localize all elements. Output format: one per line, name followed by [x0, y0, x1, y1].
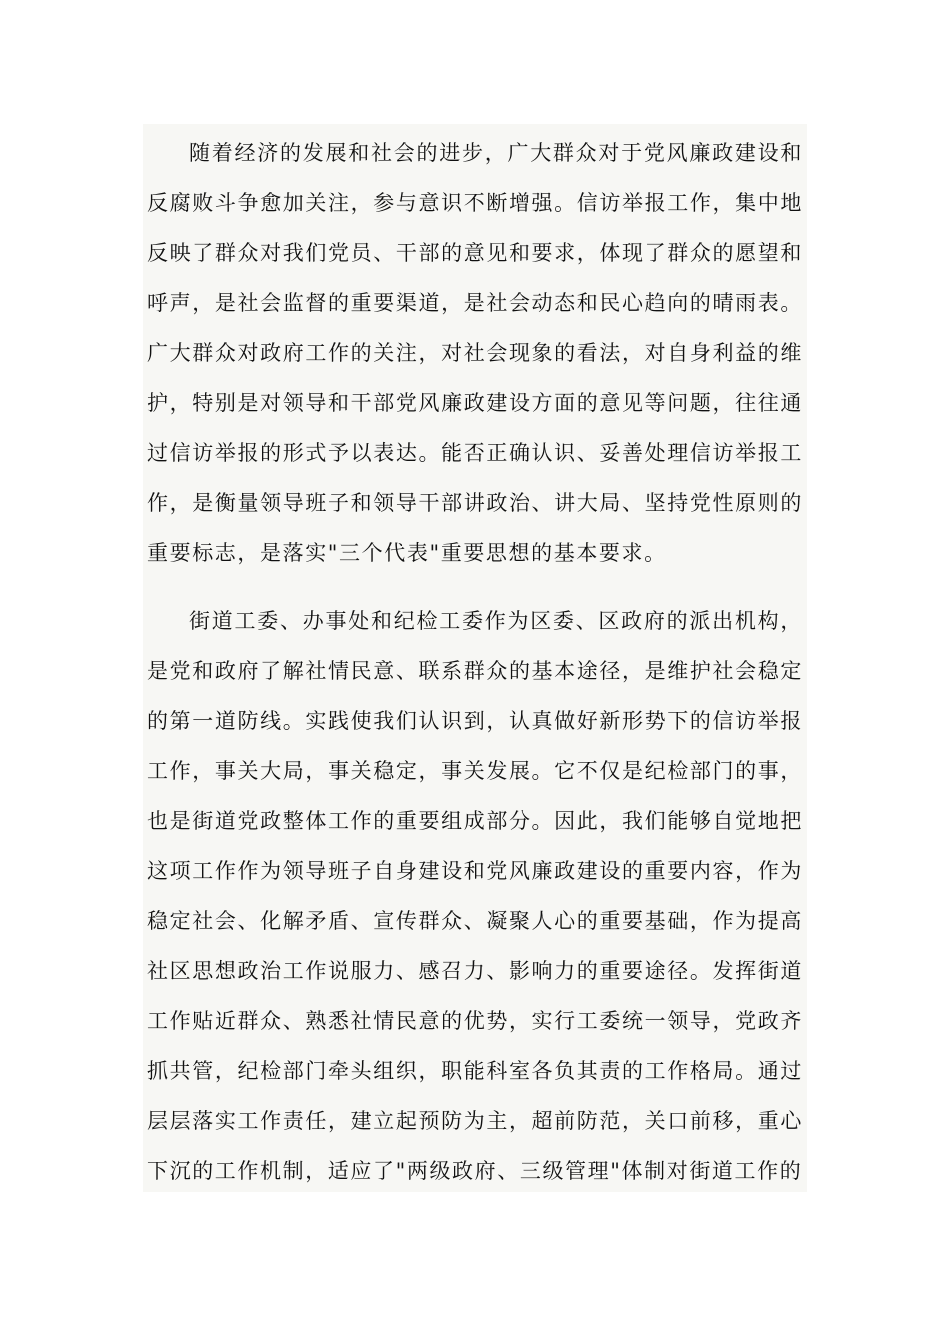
paragraph-1: 随着经济的发展和社会的进步，广大群众对于党风廉政建设和反腐败斗争愈加关注，参与意识不断增强。信访举报工作，集中地反映了群众对我们党员、干部的意见和要求，体现了群众的愿望和呼声，是社会监督的重要渠道，是社会动态和民心趋向的晴雨表。广大群众对政府工作的关注，对社会现象的看法，对自身利益的维护，特别是对领导和干部党风廉政建设方面的意见等问题，往往通过信访举报的形式予以表达。能否正确认识、妥善处理信访举报工作，是衡量领导班子和领导干部讲政治、讲大局、坚持党性原则的重要标志，是落实"三个代表"重要思想的基本要求。 — [147, 141, 803, 565]
document-body — [143, 124, 807, 1192]
paragraph-2: 街道工委、办事处和纪检工委作为区委、区政府的派出机构，是党和政府了解社情民意、联系群众的基本途径，是维护社会稳定的第一道防线。实践使我们认识到，认真做好新形势下的信访举报工作，事关大局，事关稳定，事关发展。它不仅是纪检部门的事，也是街道党政整体工作的重要组成部分。因此，我们能够自觉地把这项工作作为领导班子自身建设和党风廉政建设的重要内容，作为稳定社会、化解矛盾、宣传群众、凝聚人心的重要基础，作为提高社区思想政治工作说服力、感召力、影响力的重要途径。发挥街道工作贴近群众、熟悉社情民意的优势，实行工委统一领导，党政齐抓共管，纪检部门牵头组织，职能科室各负其责的工作格局。通过层层落实工作责任，建立起预防为主，超前防范，关口前移，重心下沉的工作机制，适应了"两级政府、三级管理"体制对街道工作的 — [147, 609, 803, 1183]
